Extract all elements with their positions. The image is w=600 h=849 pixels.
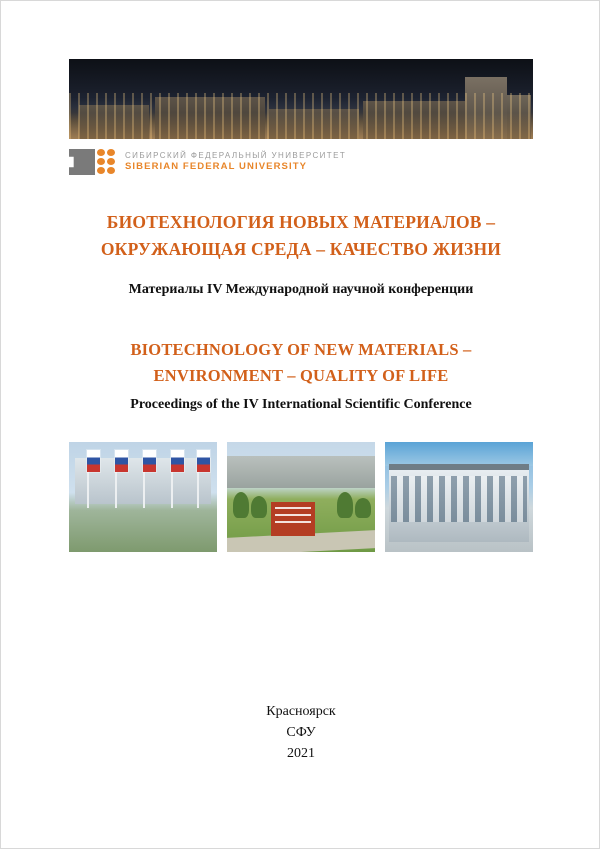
subtitle-english: Proceedings of the IV International Scientific Conference — [130, 397, 472, 412]
photo-campus-lawn-sign — [227, 442, 375, 552]
imprint-publisher: СФУ — [286, 725, 316, 740]
banner-image — [69, 59, 533, 139]
university-logo — [69, 144, 369, 180]
title-russian — [61, 209, 541, 263]
photo3-windows — [391, 476, 527, 522]
title-english — [61, 337, 541, 390]
banner-glow — [69, 113, 533, 139]
imprint-city: Красноярск — [266, 704, 336, 719]
photo2-sign — [271, 502, 315, 536]
title-russian-line-1: БИОТЕХНОЛОГИЯ НОВЫХ МАТЕРИАЛОВ – — [106, 212, 496, 232]
photo-flags-campus — [69, 442, 217, 552]
logo-text-en: SIBERIAN FEDERAL UNIVERSITY — [125, 160, 308, 172]
banner-sky — [69, 59, 533, 93]
photo-glass-building — [385, 442, 533, 552]
photo-strip — [69, 442, 533, 552]
photo2-building — [227, 456, 375, 488]
title-english-line-1: BIOTECHNOLOGY OF NEW MATERIALS – — [130, 340, 472, 359]
logo-text-ru: СИБИРСКИЙ ФЕДЕРАЛЬНЫЙ УНИВЕРСИТЕТ — [125, 151, 347, 161]
subtitle-russian: Материалы IV Международной научной конференции — [128, 282, 474, 297]
photo3-sky — [385, 442, 533, 466]
logo-text — [125, 152, 346, 171]
sfu-logo-mark-icon — [69, 147, 117, 177]
logo-flag-shape — [69, 149, 95, 175]
title-russian-line-2: ОКРУЖАЮЩАЯ СРЕДА – КАЧЕСТВО ЖИЗНИ — [100, 239, 502, 260]
imprint-year: 2021 — [287, 746, 315, 761]
logo-dots-shape — [97, 149, 117, 175]
title-english-line-2: ENVIRONMENT – QUALITY OF LIFE — [153, 366, 449, 386]
imprint — [61, 701, 541, 764]
